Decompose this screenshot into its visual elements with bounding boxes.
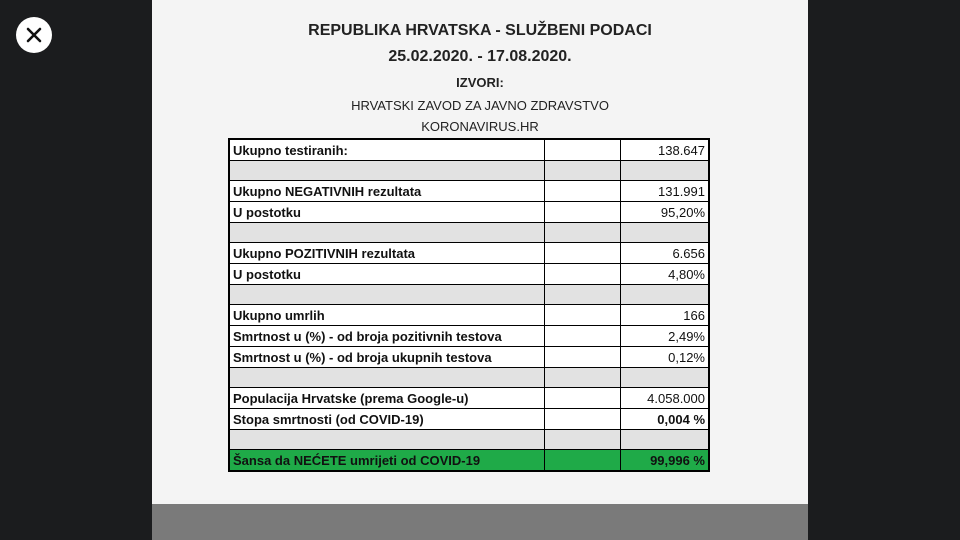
row-empty-cell <box>544 430 620 450</box>
table-row <box>229 181 709 202</box>
row-label <box>229 368 544 388</box>
row-empty-cell <box>544 347 620 368</box>
row-empty-cell <box>544 305 620 326</box>
row-label: U postotku <box>229 264 544 285</box>
row-label: Populacija Hrvatske (prema Google-u) <box>229 388 544 409</box>
row-value <box>620 285 709 305</box>
row-empty-cell <box>544 409 620 430</box>
row-label: U postotku <box>229 202 544 223</box>
statistics-table <box>228 138 710 472</box>
table-row-gap <box>229 430 709 450</box>
row-value <box>620 161 709 181</box>
row-label: Stopa smrtnosti (od COVID-19) <box>229 409 544 430</box>
table-row <box>229 202 709 223</box>
source-hzjz: HRVATSKI ZAVOD ZA JAVNO ZDRAVSTVO <box>351 98 609 113</box>
viewer-right-panel <box>808 0 960 540</box>
row-empty-cell <box>544 264 620 285</box>
row-label: Smrtnost u (%) - od broja ukupnih testova <box>229 347 544 368</box>
row-empty-cell <box>544 223 620 243</box>
viewer-left-panel <box>0 0 152 540</box>
document-title: REPUBLIKA HRVATSKA - SLUŽBENI PODACI <box>308 22 652 39</box>
table-row <box>229 139 709 161</box>
row-value <box>620 223 709 243</box>
row-label: Ukupno umrlih <box>229 305 544 326</box>
row-label: Ukupno POZITIVNIH rezultata <box>229 243 544 264</box>
row-value: 4,80% <box>620 264 709 285</box>
source-koronavirus: KORONAVIRUS.HR <box>421 119 539 134</box>
row-label: Ukupno NEGATIVNIH rezultata <box>229 181 544 202</box>
row-empty-cell <box>544 450 620 472</box>
row-empty-cell <box>544 326 620 347</box>
row-value: 2,49% <box>620 326 709 347</box>
table-row-gap <box>229 223 709 243</box>
date-range: 25.02.2020. - 17.08.2020. <box>388 48 572 65</box>
close-icon <box>25 26 43 44</box>
photo-bottom-edge <box>152 504 808 540</box>
row-value: 6.656 <box>620 243 709 264</box>
row-label <box>229 430 544 450</box>
row-value <box>620 368 709 388</box>
row-empty-cell <box>544 161 620 181</box>
row-label: Smrtnost u (%) - od broja pozitivnih testova <box>229 326 544 347</box>
close-button[interactable] <box>16 17 52 53</box>
row-empty-cell <box>544 388 620 409</box>
table-row <box>229 388 709 409</box>
table-row-gap <box>229 368 709 388</box>
table-row-highlight <box>229 450 709 472</box>
row-empty-cell <box>544 139 620 161</box>
row-label: Šansa da NEĆETE umrijeti od COVID-19 <box>229 450 544 472</box>
table-row <box>229 347 709 368</box>
row-value: 95,20% <box>620 202 709 223</box>
row-label <box>229 285 544 305</box>
row-label: Ukupno testiranih: <box>229 139 544 161</box>
row-value <box>620 430 709 450</box>
row-value: 0,004 % <box>620 409 709 430</box>
row-empty-cell <box>544 243 620 264</box>
row-value: 166 <box>620 305 709 326</box>
table-row-gap <box>229 285 709 305</box>
photo-image <box>152 0 808 540</box>
table-row-gap <box>229 161 709 181</box>
row-value: 4.058.000 <box>620 388 709 409</box>
row-value: 138.647 <box>620 139 709 161</box>
row-value: 99,996 % <box>620 450 709 472</box>
table-row <box>229 305 709 326</box>
row-empty-cell <box>544 368 620 388</box>
row-label <box>229 161 544 181</box>
row-empty-cell <box>544 181 620 202</box>
table-row <box>229 243 709 264</box>
table-row <box>229 409 709 430</box>
row-empty-cell <box>544 285 620 305</box>
row-value: 131.991 <box>620 181 709 202</box>
sources-label: IZVORI: <box>456 75 504 90</box>
row-empty-cell <box>544 202 620 223</box>
row-value: 0,12% <box>620 347 709 368</box>
table-row <box>229 264 709 285</box>
row-label <box>229 223 544 243</box>
table-row <box>229 326 709 347</box>
